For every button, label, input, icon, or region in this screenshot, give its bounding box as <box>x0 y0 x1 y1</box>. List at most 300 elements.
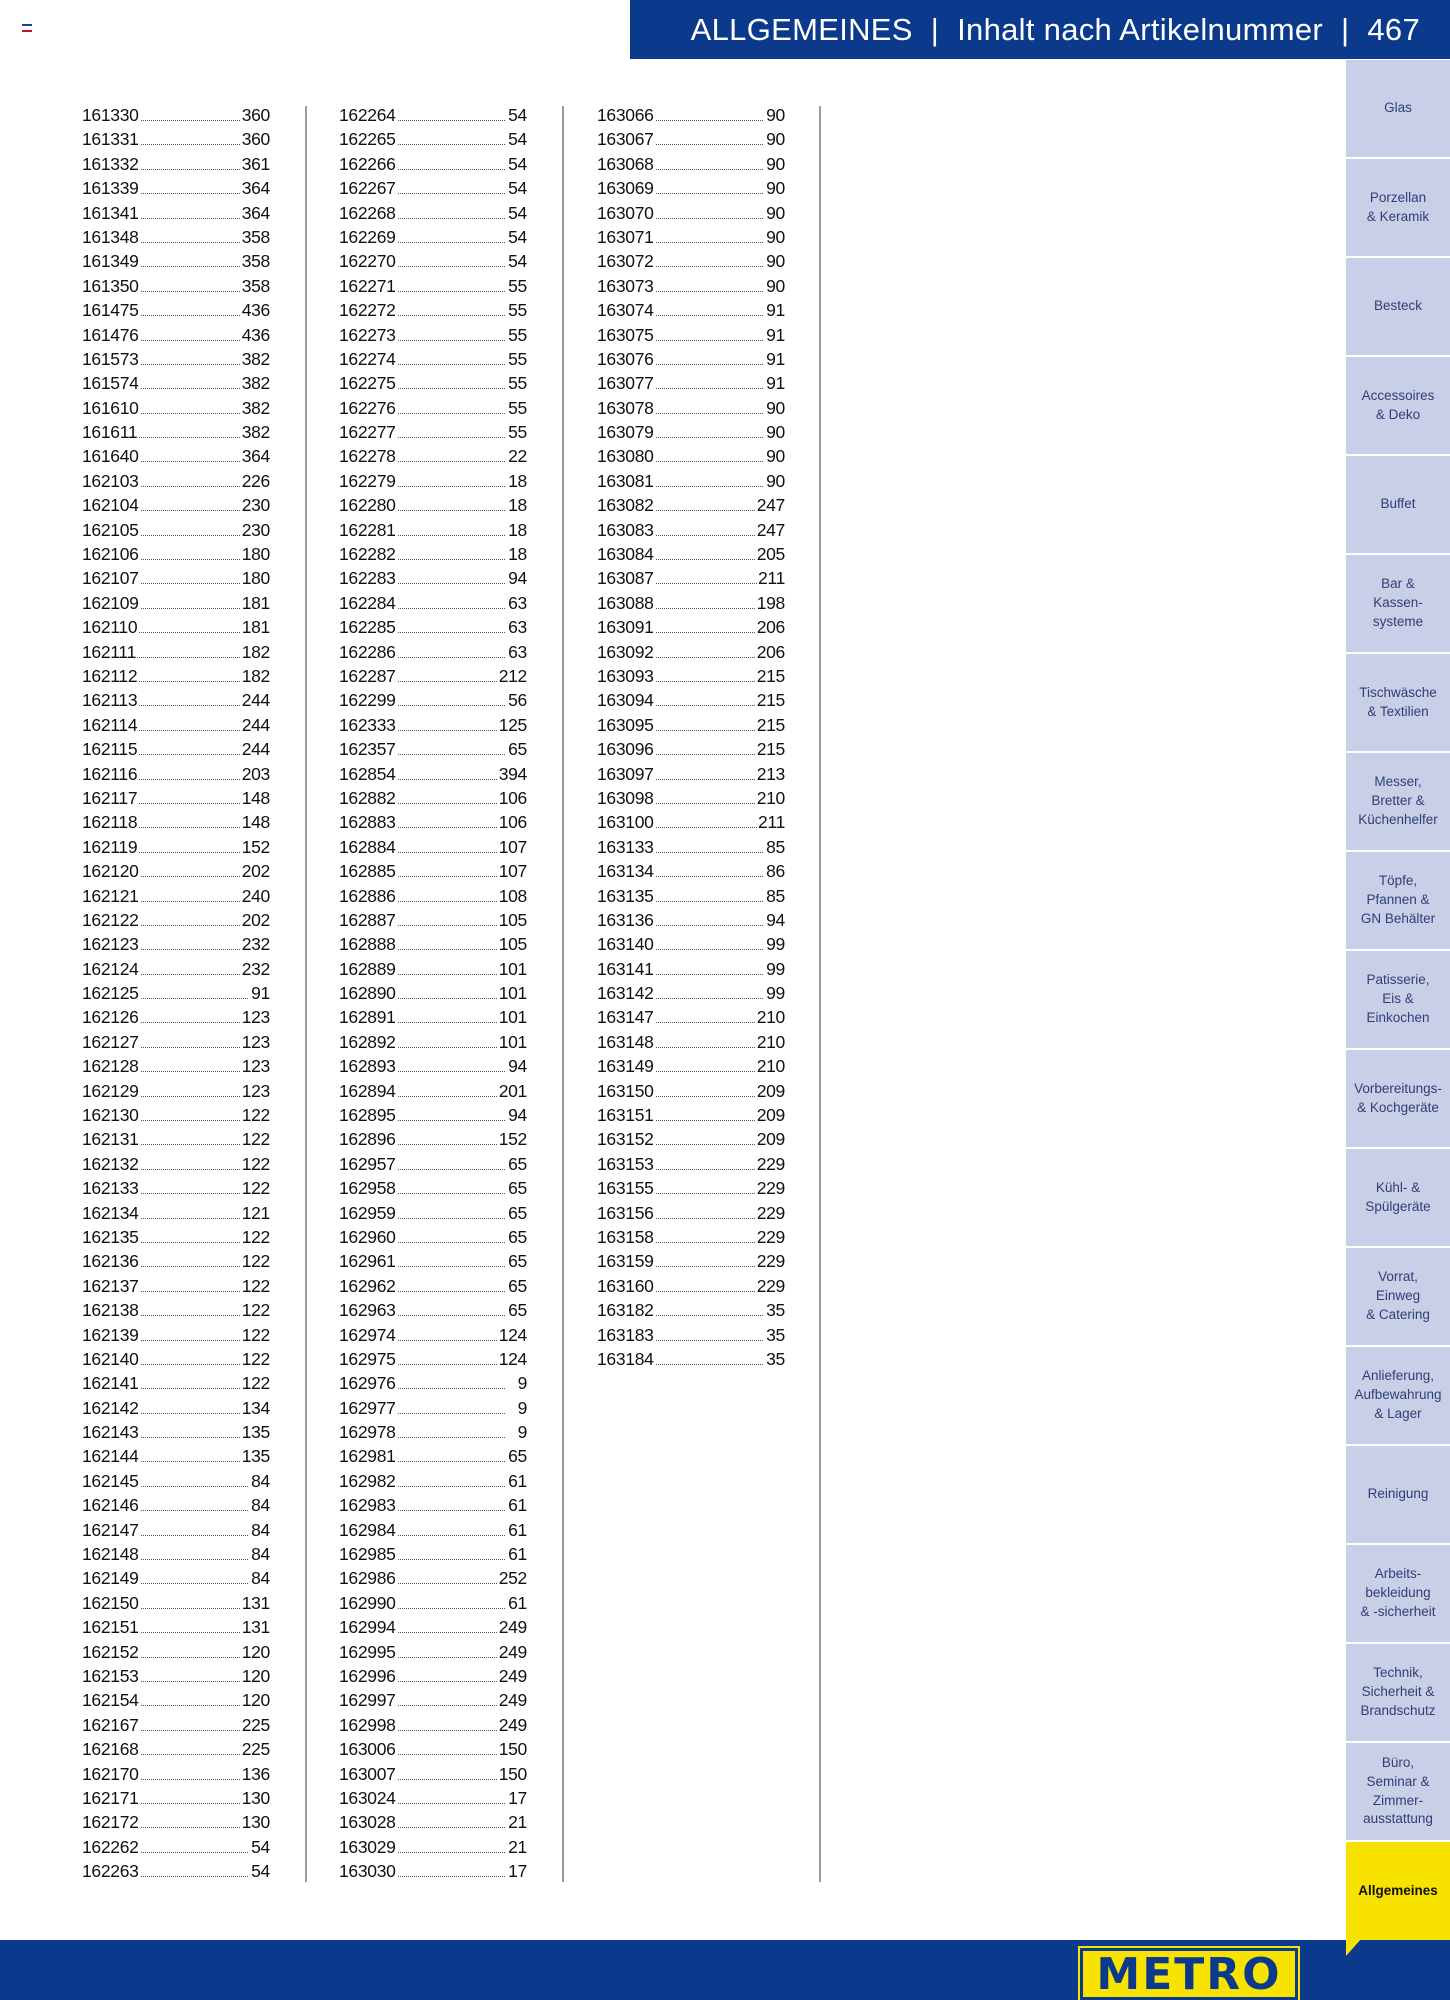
page-reference[interactable]: 90 <box>765 103 785 127</box>
page-reference[interactable]: 122 <box>241 1371 270 1395</box>
leader-dots <box>393 1632 505 1633</box>
leader-dots <box>651 535 763 536</box>
page-reference[interactable]: 106 <box>498 810 527 834</box>
page-reference[interactable]: 21 <box>507 1810 527 1834</box>
leader-dots <box>136 1266 248 1267</box>
leader-dots <box>651 266 763 267</box>
tab-büro-seminar-zimmer-ausstattung[interactable]: Büro, Seminar & Zimmer- ausstattung <box>1346 1743 1450 1842</box>
tab-vorrat-einweg-catering[interactable]: Vorrat, Einweg & Catering <box>1346 1248 1450 1347</box>
index-entry <box>82 1005 270 1029</box>
tab-tischwäsche-textilien[interactable]: Tischwäsche & Textilien <box>1346 654 1450 753</box>
page-reference[interactable]: 244 <box>241 688 270 712</box>
page-reference[interactable]: 135 <box>241 1420 270 1444</box>
page-reference[interactable]: 230 <box>241 518 270 542</box>
page-reference[interactable]: 55 <box>507 396 527 420</box>
page-reference[interactable]: 210 <box>756 786 785 810</box>
article-number: 161573 <box>82 347 140 371</box>
page-reference[interactable]: 101 <box>498 981 527 1005</box>
page-reference[interactable]: 56 <box>507 688 527 712</box>
article-number: 162998 <box>339 1713 397 1737</box>
page-reference[interactable]: 122 <box>241 1298 270 1322</box>
page-reference[interactable]: 203 <box>241 762 270 786</box>
index-entry <box>339 1005 527 1029</box>
page-reference[interactable]: 65 <box>507 1152 527 1176</box>
page-reference[interactable]: 181 <box>241 615 270 639</box>
tab-technik-sicherheit-brandschutz[interactable]: Technik, Sicherheit & Brandschutz <box>1346 1644 1450 1743</box>
tab-besteck[interactable]: Besteck <box>1346 258 1450 357</box>
page-reference[interactable]: 121 <box>241 1201 270 1225</box>
index-entry <box>82 737 270 761</box>
page-reference[interactable]: 35 <box>765 1347 785 1371</box>
page-reference[interactable]: 130 <box>241 1810 270 1834</box>
page-reference[interactable]: 364 <box>241 201 270 225</box>
index-entry <box>82 176 270 200</box>
page-reference[interactable]: 90 <box>765 201 785 225</box>
article-number: 161350 <box>82 274 140 298</box>
column-divider <box>819 106 821 1882</box>
page-reference[interactable]: 124 <box>498 1323 527 1347</box>
page-reference[interactable]: 84 <box>250 1542 270 1566</box>
article-number: 161330 <box>82 103 140 127</box>
page-reference[interactable]: 122 <box>241 1323 270 1347</box>
page-reference[interactable]: 244 <box>241 737 270 761</box>
article-number: 162110 <box>82 615 138 639</box>
tab-arbeits-bekleidung-sicherheit[interactable]: Arbeits- bekleidung & -sicherheit <box>1346 1545 1450 1644</box>
page-reference[interactable]: 131 <box>241 1615 270 1639</box>
article-number: 162104 <box>82 493 140 517</box>
page-reference[interactable]: 131 <box>241 1591 270 1615</box>
page-reference[interactable]: 63 <box>507 591 527 615</box>
index-entry <box>82 274 270 298</box>
page-reference[interactable]: 125 <box>498 713 527 737</box>
page-reference[interactable]: 249 <box>498 1640 527 1664</box>
page-reference[interactable]: 122 <box>241 1103 270 1127</box>
article-number: 162883 <box>339 810 397 834</box>
page-reference[interactable]: 360 <box>241 127 270 151</box>
page-reference[interactable]: 18 <box>507 542 527 566</box>
index-entry <box>597 1054 785 1078</box>
page-reference[interactable]: 229 <box>756 1249 785 1273</box>
page-reference[interactable]: 65 <box>507 737 527 761</box>
page-reference[interactable]: 436 <box>241 323 270 347</box>
page-reference[interactable]: 198 <box>756 591 785 615</box>
page-reference[interactable]: 18 <box>507 518 527 542</box>
page-reference[interactable]: 91 <box>765 298 785 322</box>
page-reference[interactable]: 108 <box>498 884 527 908</box>
page-reference[interactable]: 90 <box>765 274 785 298</box>
page-reference[interactable]: 229 <box>756 1201 785 1225</box>
page-reference[interactable]: 210 <box>756 1005 785 1029</box>
page-reference[interactable]: 182 <box>241 640 270 664</box>
page-reference[interactable]: 55 <box>507 347 527 371</box>
page-reference[interactable]: 358 <box>241 249 270 273</box>
leader-dots <box>651 340 763 341</box>
page-reference[interactable]: 90 <box>765 420 785 444</box>
article-number: 162265 <box>339 127 397 151</box>
page-reference[interactable]: 210 <box>756 1030 785 1054</box>
page-reference[interactable]: 90 <box>765 127 785 151</box>
page-reference[interactable]: 54 <box>507 176 527 200</box>
article-number: 163183 <box>597 1323 655 1347</box>
leader-dots <box>136 1779 248 1780</box>
page-reference[interactable]: 55 <box>507 274 527 298</box>
page-reference[interactable]: 249 <box>498 1713 527 1737</box>
page-reference[interactable]: 150 <box>498 1737 527 1761</box>
page-reference[interactable]: 9 <box>517 1420 527 1444</box>
page-reference[interactable]: 134 <box>241 1396 270 1420</box>
page-reference[interactable]: 212 <box>498 664 527 688</box>
page-reference[interactable]: 84 <box>250 1518 270 1542</box>
leader-dots <box>393 1242 505 1243</box>
page-reference[interactable]: 206 <box>756 640 785 664</box>
tab-bar-kassen-systeme[interactable]: Bar & Kassen- systeme <box>1346 555 1450 654</box>
page-reference[interactable]: 215 <box>756 713 785 737</box>
page-reference[interactable]: 90 <box>765 249 785 273</box>
tab-accessoires-deko[interactable]: Accessoires & Deko <box>1346 357 1450 456</box>
article-number: 162168 <box>82 1737 140 1761</box>
page-reference[interactable]: 209 <box>756 1079 785 1103</box>
page-reference[interactable]: 107 <box>498 859 527 883</box>
page-reference[interactable]: 394 <box>498 762 527 786</box>
article-number: 163066 <box>597 103 655 127</box>
page-reference[interactable]: 358 <box>241 225 270 249</box>
page-reference[interactable]: 232 <box>241 932 270 956</box>
article-number: 163082 <box>597 493 655 517</box>
page-reference[interactable]: 99 <box>765 957 785 981</box>
page-reference[interactable]: 130 <box>241 1786 270 1810</box>
leader-dots <box>136 169 248 170</box>
page-reference[interactable]: 244 <box>241 713 270 737</box>
page-reference[interactable]: 122 <box>241 1274 270 1298</box>
article-number: 162986 <box>339 1566 397 1590</box>
leader-dots <box>651 461 763 462</box>
leader-dots <box>136 1754 248 1755</box>
page-reference[interactable]: 55 <box>507 371 527 395</box>
page-reference[interactable]: 382 <box>241 371 270 395</box>
leader-dots <box>393 1071 505 1072</box>
page-reference[interactable]: 94 <box>507 1054 527 1078</box>
page-reference[interactable]: 106 <box>498 786 527 810</box>
page-reference[interactable]: 122 <box>241 1152 270 1176</box>
leader-dots <box>651 608 763 609</box>
page-reference[interactable]: 90 <box>765 176 785 200</box>
page-reference[interactable]: 135 <box>241 1444 270 1468</box>
leader-dots <box>393 559 505 560</box>
page-reference[interactable]: 18 <box>507 493 527 517</box>
leader-dots <box>393 1510 505 1511</box>
page-reference[interactable]: 136 <box>241 1762 270 1786</box>
page-reference[interactable]: 17 <box>507 1786 527 1810</box>
index-column-3 <box>597 103 785 1371</box>
page-reference[interactable]: 152 <box>498 1127 527 1151</box>
column-divider <box>562 106 564 1882</box>
page-reference[interactable]: 105 <box>498 932 527 956</box>
index-entry <box>82 810 270 834</box>
page-reference[interactable]: 123 <box>241 1054 270 1078</box>
leader-dots <box>393 1754 505 1755</box>
page-reference[interactable]: 122 <box>241 1347 270 1371</box>
page-reference[interactable]: 226 <box>241 469 270 493</box>
page-reference[interactable]: 201 <box>498 1079 527 1103</box>
page-reference[interactable]: 206 <box>756 615 785 639</box>
leader-dots <box>136 1803 248 1804</box>
page-reference[interactable]: 101 <box>498 957 527 981</box>
page-reference[interactable]: 225 <box>241 1713 270 1737</box>
leader-dots <box>393 266 505 267</box>
page-reference[interactable]: 35 <box>765 1323 785 1347</box>
article-number: 162262 <box>82 1835 140 1859</box>
page-reference[interactable]: 54 <box>507 201 527 225</box>
page-reference[interactable]: 55 <box>507 420 527 444</box>
page-reference[interactable]: 202 <box>241 908 270 932</box>
page-reference[interactable]: 107 <box>498 835 527 859</box>
page-reference[interactable]: 249 <box>498 1664 527 1688</box>
page-reference[interactable]: 86 <box>765 859 785 883</box>
page-reference[interactable]: 54 <box>507 127 527 151</box>
article-number: 162891 <box>339 1005 397 1029</box>
leader-dots <box>393 242 505 243</box>
page-reference[interactable]: 18 <box>507 469 527 493</box>
article-number: 162115 <box>82 737 138 761</box>
page-reference[interactable]: 225 <box>241 1737 270 1761</box>
page-reference[interactable]: 202 <box>241 859 270 883</box>
index-entry <box>339 469 527 493</box>
page-reference[interactable]: 124 <box>498 1347 527 1371</box>
page-reference[interactable]: 148 <box>241 786 270 810</box>
index-entry <box>597 981 785 1005</box>
index-entry <box>339 1469 527 1493</box>
tab-porzellan-keramik[interactable]: Porzellan & Keramik <box>1346 159 1450 258</box>
page-reference[interactable]: 61 <box>507 1469 527 1493</box>
leader-dots <box>136 1486 248 1487</box>
page-reference[interactable]: 364 <box>241 176 270 200</box>
index-entry <box>339 249 527 273</box>
index-entry <box>82 1420 270 1444</box>
page-reference[interactable]: 61 <box>507 1591 527 1615</box>
page-reference[interactable]: 85 <box>765 835 785 859</box>
page-reference[interactable]: 360 <box>241 103 270 127</box>
page-reference[interactable]: 91 <box>765 371 785 395</box>
page-reference[interactable]: 150 <box>498 1762 527 1786</box>
page-reference[interactable]: 99 <box>765 981 785 1005</box>
page-reference[interactable]: 65 <box>507 1201 527 1225</box>
page-reference[interactable]: 232 <box>241 957 270 981</box>
page-reference[interactable]: 84 <box>250 1493 270 1517</box>
index-entry <box>82 1323 270 1347</box>
page-reference[interactable]: 215 <box>756 688 785 712</box>
index-entry <box>339 1298 527 1322</box>
page-reference[interactable]: 382 <box>241 420 270 444</box>
page-reference[interactable]: 90 <box>765 469 785 493</box>
page-reference[interactable]: 120 <box>241 1640 270 1664</box>
index-entry <box>597 1030 785 1054</box>
page-reference[interactable]: 211 <box>757 810 785 834</box>
leader-dots <box>136 1291 248 1292</box>
page-reference[interactable]: 382 <box>241 347 270 371</box>
page-reference[interactable]: 54 <box>507 225 527 249</box>
page-reference[interactable]: 54 <box>507 249 527 273</box>
page-reference[interactable]: 99 <box>765 932 785 956</box>
page-reference[interactable]: 101 <box>498 1030 527 1054</box>
leader-dots <box>651 876 763 877</box>
page-reference[interactable]: 84 <box>250 1566 270 1590</box>
page-reference[interactable]: 382 <box>241 396 270 420</box>
tab-allgemeines[interactable]: Allgemeines <box>1346 1842 1450 1942</box>
index-entry <box>82 1835 270 1859</box>
page-reference[interactable]: 65 <box>507 1274 527 1298</box>
index-entry <box>339 566 527 590</box>
page-reference[interactable]: 55 <box>507 323 527 347</box>
leader-dots <box>393 779 505 780</box>
page-reference[interactable]: 152 <box>241 835 270 859</box>
article-number: 162150 <box>82 1591 140 1615</box>
page-reference[interactable]: 210 <box>756 1054 785 1078</box>
page-reference[interactable]: 94 <box>507 1103 527 1127</box>
page-reference[interactable]: 122 <box>241 1127 270 1151</box>
page-reference[interactable]: 35 <box>765 1298 785 1322</box>
article-number: 163096 <box>597 737 655 761</box>
page-reference[interactable]: 180 <box>241 542 270 566</box>
leader-dots <box>651 901 763 902</box>
page-reference[interactable]: 63 <box>507 640 527 664</box>
page-reference[interactable]: 54 <box>250 1835 270 1859</box>
page-reference[interactable]: 65 <box>507 1298 527 1322</box>
page-reference[interactable]: 63 <box>507 615 527 639</box>
page-reference[interactable]: 122 <box>241 1249 270 1273</box>
page-reference[interactable]: 209 <box>756 1127 785 1151</box>
page-reference[interactable]: 90 <box>765 225 785 249</box>
tab-anlieferung-aufbewahrung-lager[interactable]: Anlieferung, Aufbewahrung & Lager <box>1346 1347 1450 1446</box>
leader-dots <box>651 1242 763 1243</box>
tab-kühl-spülgeräte[interactable]: Kühl- & Spülgeräte <box>1346 1149 1450 1248</box>
page-reference[interactable]: 94 <box>765 908 785 932</box>
page-reference[interactable]: 54 <box>507 152 527 176</box>
article-number: 162141 <box>82 1371 140 1395</box>
page-reference[interactable]: 123 <box>241 1030 270 1054</box>
page-reference[interactable]: 85 <box>765 884 785 908</box>
page-reference[interactable]: 91 <box>250 981 270 1005</box>
page-reference[interactable]: 247 <box>756 493 785 517</box>
page-reference[interactable]: 209 <box>756 1103 785 1127</box>
leader-dots <box>136 852 248 853</box>
page-reference[interactable]: 90 <box>765 444 785 468</box>
leader-dots <box>651 364 763 365</box>
leader-dots <box>136 730 248 731</box>
tab-reinigung[interactable]: Reinigung <box>1346 1446 1450 1545</box>
page-reference[interactable]: 364 <box>241 444 270 468</box>
page-footer <box>0 1940 1450 2000</box>
page-reference[interactable]: 249 <box>498 1688 527 1712</box>
leader-dots <box>651 193 763 194</box>
leader-dots <box>136 1340 248 1341</box>
index-entry <box>339 298 527 322</box>
article-number: 163095 <box>597 713 655 737</box>
page-reference[interactable]: 240 <box>241 884 270 908</box>
page-reference[interactable]: 213 <box>756 762 785 786</box>
page-reference[interactable]: 17 <box>507 1859 527 1883</box>
page-reference[interactable]: 123 <box>241 1079 270 1103</box>
page-reference[interactable]: 65 <box>507 1444 527 1468</box>
leader-dots <box>136 1876 248 1877</box>
page-reference[interactable]: 91 <box>765 323 785 347</box>
page-reference[interactable]: 182 <box>241 664 270 688</box>
page-reference[interactable]: 65 <box>507 1225 527 1249</box>
tab-glas[interactable]: Glas <box>1346 60 1450 159</box>
tab-messer-bretter-küchenhelfer[interactable]: Messer, Bretter & Küchenhelfer <box>1346 753 1450 852</box>
page-reference[interactable]: 436 <box>241 298 270 322</box>
page-reference[interactable]: 105 <box>498 908 527 932</box>
page-reference[interactable]: 211 <box>757 566 785 590</box>
page-reference[interactable]: 205 <box>756 542 785 566</box>
index-entry <box>339 1127 527 1151</box>
page-reference[interactable]: 361 <box>241 152 270 176</box>
page-reference[interactable]: 247 <box>756 518 785 542</box>
page-reference[interactable]: 215 <box>756 737 785 761</box>
page-reference[interactable]: 229 <box>756 1225 785 1249</box>
page-reference[interactable]: 229 <box>756 1152 785 1176</box>
page-reference[interactable]: 230 <box>241 493 270 517</box>
tab-patisserie-eis-einkochen[interactable]: Patisserie, Eis & Einkochen <box>1346 951 1450 1050</box>
article-number: 162283 <box>339 566 397 590</box>
page-reference[interactable]: 21 <box>507 1835 527 1859</box>
page-reference[interactable]: 90 <box>765 396 785 420</box>
page-reference[interactable]: 54 <box>507 103 527 127</box>
page-reference[interactable]: 122 <box>241 1225 270 1249</box>
page-reference[interactable]: 65 <box>507 1176 527 1200</box>
page-reference[interactable]: 9 <box>517 1371 527 1395</box>
page-reference[interactable]: 215 <box>756 664 785 688</box>
page-reference[interactable]: 61 <box>507 1518 527 1542</box>
page-reference[interactable]: 61 <box>507 1542 527 1566</box>
article-number: 162976 <box>339 1371 397 1395</box>
index-entry <box>339 786 527 810</box>
page-reference[interactable]: 91 <box>765 347 785 371</box>
page-reference[interactable]: 229 <box>756 1274 785 1298</box>
index-entry <box>597 225 785 249</box>
page-reference[interactable]: 84 <box>250 1469 270 1493</box>
page-reference[interactable]: 90 <box>765 152 785 176</box>
tab-vorbereitungs-kochgeräte[interactable]: Vorbereitungs- & Kochgeräte <box>1346 1050 1450 1149</box>
page-reference[interactable]: 252 <box>498 1566 527 1590</box>
page-reference[interactable]: 101 <box>498 1005 527 1029</box>
tab-buffet[interactable]: Buffet <box>1346 456 1450 555</box>
leader-dots <box>393 583 505 584</box>
page-reference[interactable]: 181 <box>241 591 270 615</box>
page-reference[interactable]: 61 <box>507 1493 527 1517</box>
page-reference[interactable]: 148 <box>241 810 270 834</box>
article-number: 162125 <box>82 981 140 1005</box>
page-reference[interactable]: 180 <box>241 566 270 590</box>
page-reference[interactable]: 65 <box>507 1249 527 1273</box>
page-reference[interactable]: 55 <box>507 298 527 322</box>
page-reference[interactable]: 358 <box>241 274 270 298</box>
leader-dots <box>393 510 505 511</box>
article-number: 162271 <box>339 274 397 298</box>
page-reference[interactable]: 22 <box>507 444 527 468</box>
tab-töpfe-pfannen-gn-behälter[interactable]: Töpfe, Pfannen & GN Behälter <box>1346 852 1450 951</box>
page-reference[interactable]: 9 <box>517 1396 527 1420</box>
page-reference[interactable]: 122 <box>241 1176 270 1200</box>
leader-dots <box>136 608 248 609</box>
page-reference[interactable]: 120 <box>241 1664 270 1688</box>
page-reference[interactable]: 249 <box>498 1615 527 1639</box>
page-reference[interactable]: 229 <box>756 1176 785 1200</box>
page-reference[interactable]: 94 <box>507 566 527 590</box>
page-reference[interactable]: 54 <box>250 1859 270 1883</box>
page-reference[interactable]: 123 <box>241 1005 270 1029</box>
article-number: 162148 <box>82 1542 140 1566</box>
page-reference[interactable]: 120 <box>241 1688 270 1712</box>
